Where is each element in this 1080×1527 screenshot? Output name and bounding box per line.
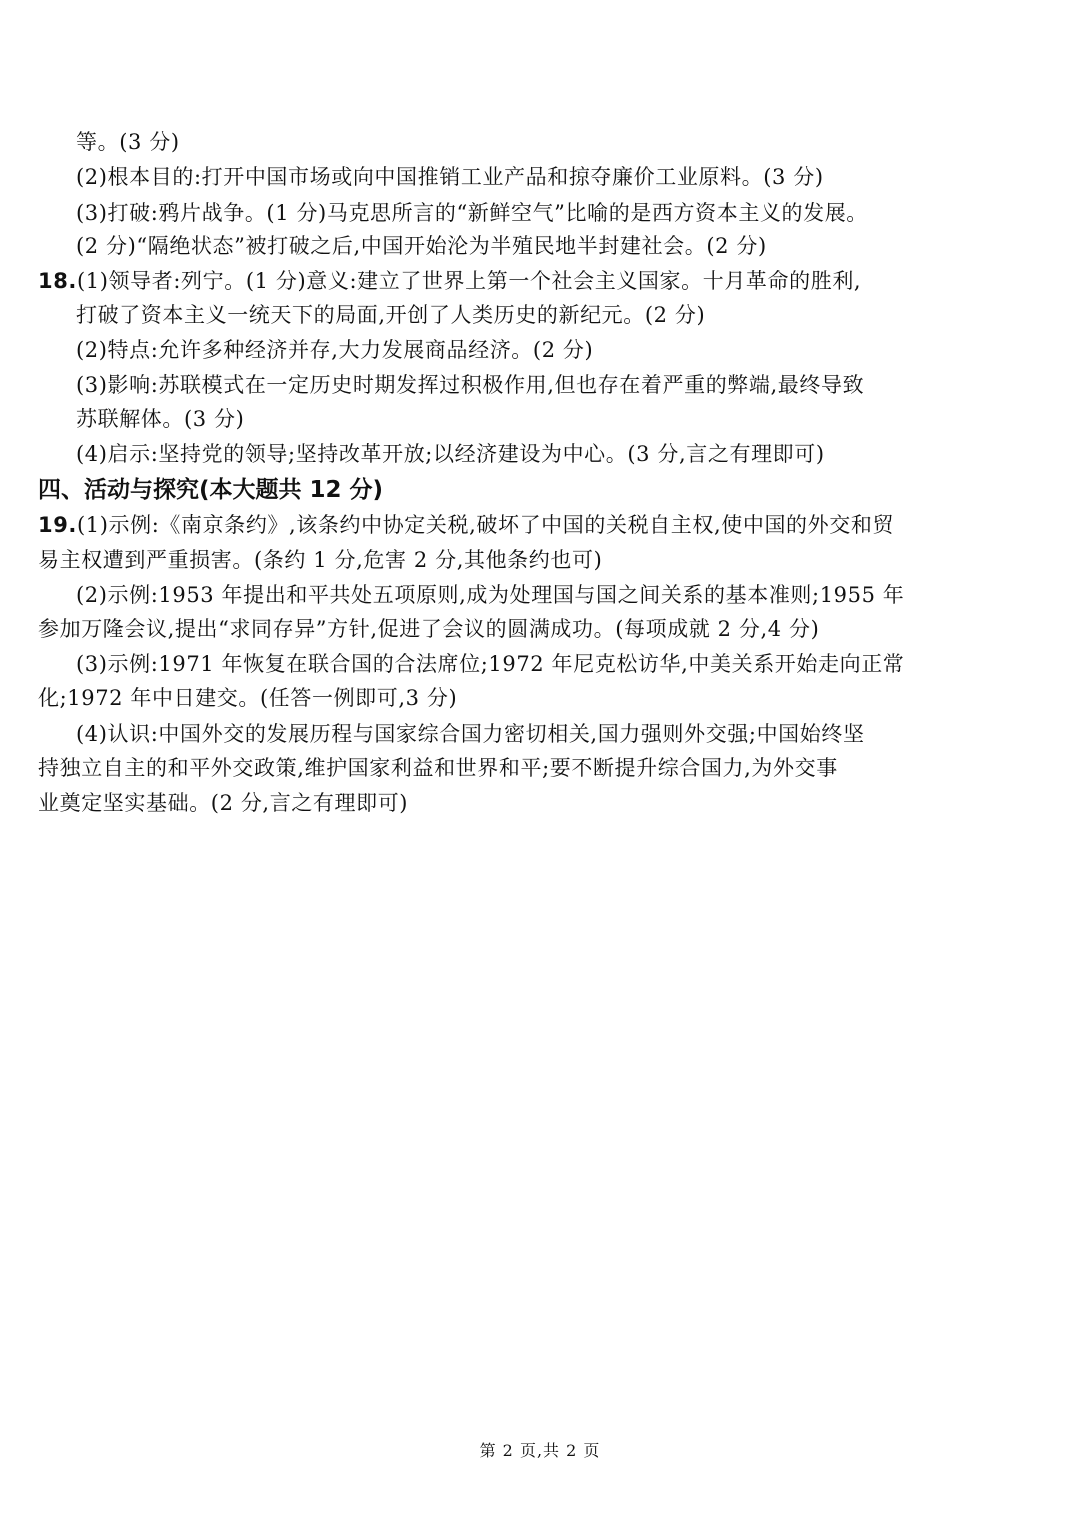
q19-number: 19. bbox=[38, 513, 78, 537]
q18-part3-line2: 苏联解体。(3 分) bbox=[76, 407, 245, 431]
q18-part3-line1: (3)影响:苏联模式在一定历史时期发挥过积极作用,但也存在着严重的弊端,最终导致 bbox=[76, 373, 865, 397]
q19-part4-line2: 持独立自主的和平外交政策,维护国家利益和世界和平;要不断提升综合国力,为外交事 bbox=[38, 756, 838, 780]
q19-part1-line2: 易主权遭到严重损害。(条约 1 分,危害 2 分,其他条约也可) bbox=[38, 548, 603, 572]
q18-part1-line1 bbox=[38, 264, 1008, 298]
q19-part2-line2: 参加万隆会议,提出“求同存异”方针,促进了会议的圆满成功。(每项成就 2 分,4 分) bbox=[38, 617, 820, 641]
q17-part3-line2: (2 分)“隔绝状态”被打破之后,中国开始沦为半殖民地半封建社会。(2 分) bbox=[76, 234, 767, 258]
q19-part1-line1 bbox=[38, 508, 1008, 542]
section-heading: 四、活动与探究(本大题共 12 分) bbox=[38, 477, 384, 503]
q17-part2: (2)根本目的:打开中国市场或向中国推销工业产品和掠夺廉价工业原料。(3 分) bbox=[76, 165, 824, 189]
q18-part4: (4)启示:坚持党的领导;坚持改革开放;以经济建设为中心。(3 分,言之有理即可) bbox=[76, 442, 825, 466]
q17-part3-line1: (3)打破:鸦片战争。(1 分)马克思所言的“新鲜空气”比喻的是西方资本主义的发展。 bbox=[76, 201, 868, 225]
q19-part4-line3: 业奠定坚实基础。(2 分,言之有理即可) bbox=[38, 791, 409, 815]
q19-part3-line1: (3)示例:1971 年恢复在联合国的合法席位;1972 年尼克松访华,中美关系开始走向正常 bbox=[76, 652, 905, 676]
q19-part4-line1: (4)认识:中国外交的发展历程与国家综合国力密切相关,国力强则外交强;中国始终坚 bbox=[76, 722, 865, 746]
q18-number: 18. bbox=[38, 269, 78, 293]
q18-part1-line2: 打破了资本主义一统天下的局面,开创了人类历史的新纪元。(2 分) bbox=[76, 303, 706, 327]
q19-part2-line1: (2)示例:1953 年提出和平共处五项原则,成为处理国与国之间关系的基本准则;1955 年 bbox=[76, 583, 905, 607]
q18-part1-text: (1)领导者:列宁。(1 分)意义:建立了世界上第一个社会主义国家。十月革命的胜利, bbox=[77, 269, 862, 293]
q19-part3-line2: 化;1972 年中日建交。(任答一例即可,3 分) bbox=[38, 686, 458, 710]
q19-part1-text: (1)示例:《南京条约》,该条约中协定关税,破坏了中国的关税自主权,使中国的外交和贸 bbox=[77, 513, 895, 537]
q17-continuation-line: 等。(3 分) bbox=[76, 130, 180, 154]
q18-part2: (2)特点:允许多种经济并存,大力发展商品经济。(2 分) bbox=[76, 338, 594, 362]
page-number-footer: 第 2 页,共 2 页 bbox=[479, 1441, 601, 1460]
